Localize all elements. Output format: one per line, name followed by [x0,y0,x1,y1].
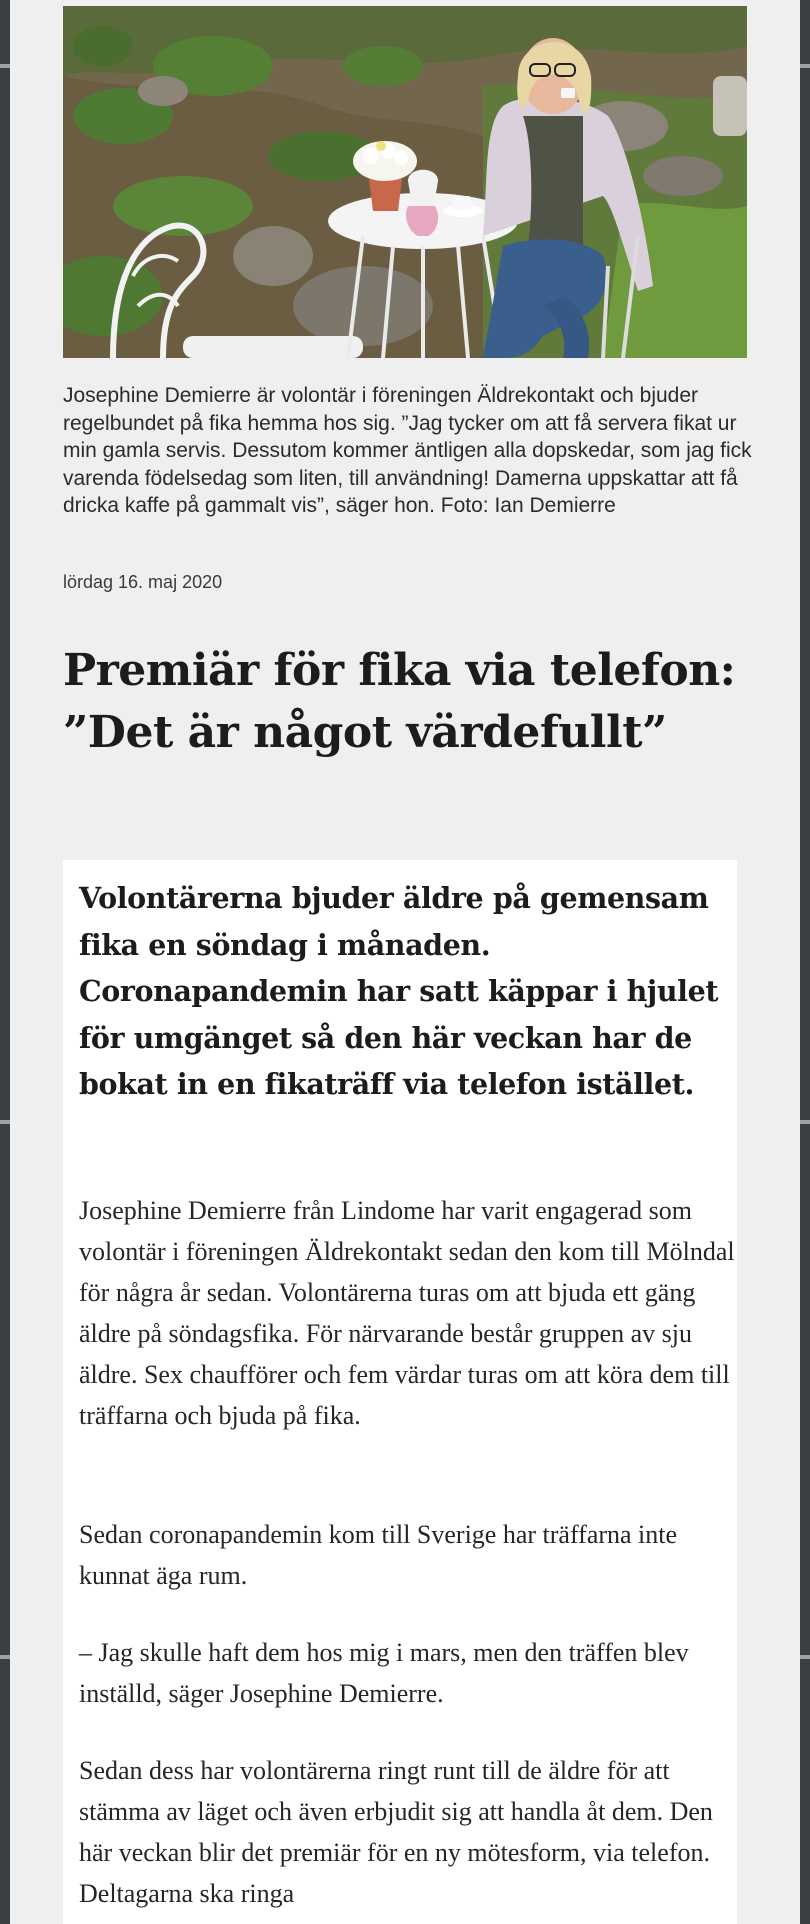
article-paragraph: Josephine Demierre från Lindome har varit engagerad som volontär i föreningen Äldrekontakt sedan den kom till Mölndal för några år sedan. Volontärerna turas om att bjuda ett gäng äldre på söndagsfika. För närvarande består gruppen av sju äldre. Sex chaufförer och fem värdar turas om att köra dem till träffarna och bjuda på fika. [79,1196,735,1430]
edge-mark [0,64,10,68]
article-paragraph: Sedan coronapandemin kom till Sverige har träffarna inte kunnat äga rum. [79,1520,678,1590]
publish-date: lördag 16. maj 2020 [63,572,223,592]
edge-mark [800,1655,810,1659]
article-body [63,860,737,1924]
image-caption: Josephine Demierre är volontär i föreningen Äldrekontakt och bjuder regelbundet på fika hemma hos sig. ”Jag tycker om att få servera fikat ur min gamla servis. Dessutom kommer äntligen alla dopskedar, som jag fick varenda födelsedag som liten, till användning! Damerna uppskattar att få dricka kaffe på gammalt vis”, säger hon. Foto: Ian Demierre [63,384,752,517]
article-page [10,0,800,1924]
edge-mark [0,1120,10,1124]
edge-mark [0,1655,10,1659]
article-paragraph: – Jag skulle haft dem hos mig i mars, men den träffen blev inställd, säger Josephine Demierre. [79,1638,689,1708]
edge-mark [800,1120,810,1124]
garden-fika-photo [63,6,747,358]
article-paragraph: Sedan dess har volontärerna ringt runt till de äldre för att stämma av läget och även erbjudit sig att handla åt dem. Den här veckan blir det premiär för en ny mötesform, via telefon. Deltagarna ska ringa [79,1756,713,1908]
edge-mark [800,64,810,68]
article-headline: Premiär för fika via telefon: ”Det är något värdefullt” [63,645,736,758]
article-ingress: Volontärerna bjuder äldre på gemensam fika en söndag i månaden. Coronapandemin har satt käppar i hjulet för umgänget så den här veckan har de bokat in en fikaträff via telefon istället. [79,881,719,1101]
article-hero-image[interactable] [63,6,747,358]
